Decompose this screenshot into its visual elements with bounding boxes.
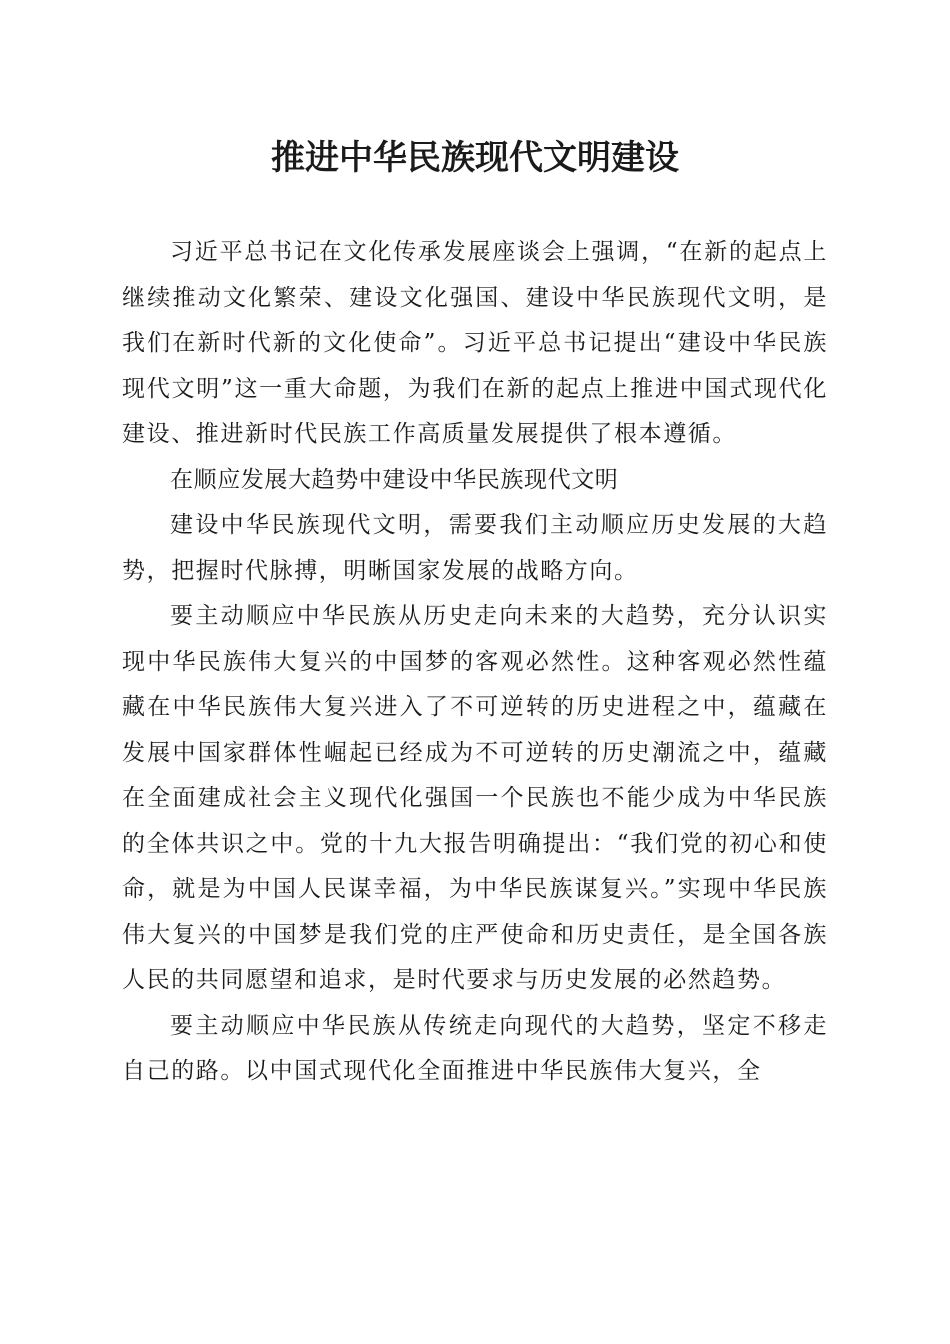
paragraph-tradition-to-modern: 要主动顺应中华民族从传统走向现代的大趋势，坚定不移走自己的路。以中国式现代化全面推进中华民族伟大复兴，全 [122,1012,828,1084]
paragraph-history-to-future: 要主动顺应中华民族从历史走向未来的大趋势，充分认识实现中华民族伟大复兴的中国梦的客观必然性。这种客观必然性蕴藏在中华民族伟大复兴进入了不可逆转的历史进程之中，蕴藏在发展中国家群体性崛起已经成为不可逆转的历史潮流之中，蕴藏在全面建成社会主义现代化强国一个民族也不能少成为中华民族的全体共识之中。党的十九大报告明确提出：“我们党的初心和使命，就是为中国人民谋幸福，为中华民族谋复兴。”实现中华民族伟大复兴的中国梦是我们党的庄严使命和历史责任，是全国各族人民的共同愿望和追求，是时代要求与历史发展的必然趋势。 [122,603,828,993]
section-heading: 在顺应发展大趋势中建设中华民族现代文明 [170,466,619,493]
document-title: 推进中华民族现代文明建设 [271,138,679,178]
document-body [122,230,828,1095]
paragraph-trend: 建设中华民族现代文明，需要我们主动顺应历史发展的大趋势，把握时代脉搏，明晰国家发展的战略方向。 [122,512,828,584]
paragraph-intro: 习近平总书记在文化传承发展座谈会上强调，“在新的起点上继续推动文化繁荣、建设文化强国、建设中华民族现代文明，是我们在新时代新的文化使命”。习近平总书记提出“建设中华民族现代文明”这一重大命题，为我们在新的起点上推进中国式现代化建设、推进新时代民族工作高质量发展提供了根本遵循。 [122,239,828,447]
